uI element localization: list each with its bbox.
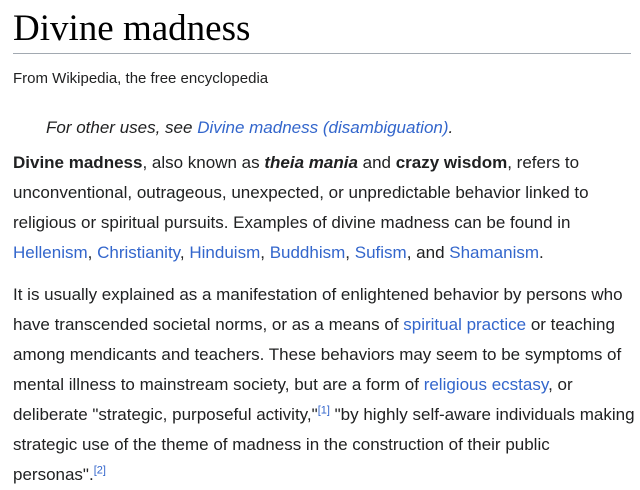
article-term: Divine madness xyxy=(13,153,143,172)
link-christianity[interactable]: Christianity xyxy=(97,243,180,262)
link-hinduism[interactable]: Hinduism xyxy=(189,243,261,262)
text-run: "by highly self-aware individuals making strategic use of the theme of madness in the construction of their public personas". xyxy=(13,405,635,484)
text-run: . xyxy=(539,243,544,262)
hatnote xyxy=(46,117,453,139)
link-buddhism[interactable]: Buddhism xyxy=(269,243,346,262)
second-paragraph xyxy=(13,280,635,490)
text-run: , refers to unconventional, outrageous, unexpected, or unpredictable behavior linked to religious or spiritual pursuits. Examples of divine madness can be found in xyxy=(13,153,589,232)
reference-2[interactable]: [2] xyxy=(93,464,106,477)
disambiguation-link[interactable]: Divine madness (disambiguation) xyxy=(197,118,449,137)
text-run: It is usually explained as a manifestation of enlightened behavior by persons who have transcended societal norms, or as a means of xyxy=(13,285,623,334)
page-title: Divine madness xyxy=(13,8,251,49)
link-sufism[interactable]: Sufism xyxy=(354,243,407,262)
intro-paragraph xyxy=(13,148,635,268)
hatnote-prefix: For other uses, see xyxy=(46,118,198,137)
separator: , and xyxy=(406,243,450,262)
title-divider xyxy=(13,53,631,54)
separator: , xyxy=(179,243,190,262)
separator: , xyxy=(345,243,355,262)
text-run: , also known as xyxy=(142,153,265,172)
separator: , xyxy=(260,243,270,262)
link-religious-ecstasy[interactable]: religious ecstasy xyxy=(423,375,549,394)
hatnote-suffix: . xyxy=(448,118,454,137)
term-theia-mania: theia mania xyxy=(264,153,358,172)
link-hellenism[interactable]: Hellenism xyxy=(13,243,88,262)
reference-1[interactable]: [1] xyxy=(317,404,330,417)
site-tagline: From Wikipedia, the free encyclopedia xyxy=(13,70,269,87)
term-crazy-wisdom: crazy wisdom xyxy=(395,153,508,172)
text-run: and xyxy=(357,153,396,172)
separator: , xyxy=(87,243,98,262)
link-spiritual-practice[interactable]: spiritual practice xyxy=(403,315,527,334)
text-run: or teaching among mendicants and teachers. These behaviors may seem to be symptoms of mental illness to mainstream society, but are a form of xyxy=(13,315,622,394)
link-shamanism[interactable]: Shamanism xyxy=(449,243,540,262)
text-run: , or deliberate "strategic, purposeful activity," xyxy=(13,375,573,424)
